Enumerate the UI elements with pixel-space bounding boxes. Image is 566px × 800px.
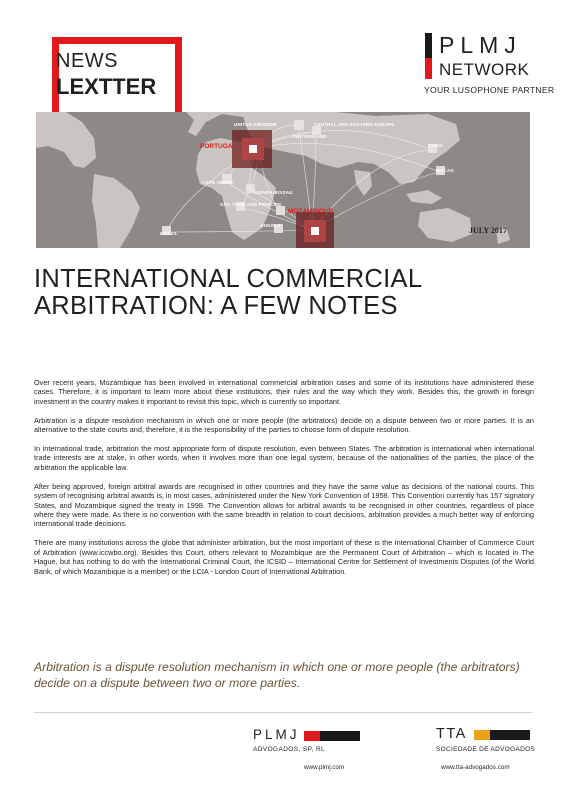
body-paragraph: There are many institutions across the globe that administer arbitration, but the most important of these is the International Chamber of Commerce Court of Arbitration (www.iccwbo.org). Besides this Court, others relevant to Mozambique are the Permanent Court of Arbitration – which is located in The Hague, but has nothing to do with the International Criminal Court, the ICSID – International Centre for Settlement of Investments Disputes (of the World Bank, of which Mozambique is a member) or the LCIA - London Court of International Arbitration. xyxy=(34,538,534,576)
brand-tagline: YOUR LUSOPHONE PARTNER xyxy=(424,85,555,95)
headline-line-1: INTERNATIONAL COMMERCIAL xyxy=(34,265,423,293)
map-label-mozambique: MOZAMBIQUE xyxy=(288,208,334,215)
world-map-graphic xyxy=(36,112,530,248)
footer-tta-logo-text: TTA xyxy=(436,726,467,742)
footer-tta-website[interactable]: www.tta-advogados.com xyxy=(441,764,510,771)
footer-plmj-subtitle: ADVOGADOS, SP, RL xyxy=(253,746,326,753)
map-label-guinea-bissau: GUINEA-BISSAU xyxy=(254,190,293,195)
footer-divider xyxy=(34,712,532,713)
world-map-banner xyxy=(36,112,530,248)
map-label-brazil: BRAZIL xyxy=(160,231,178,236)
map-label-china: CHINA xyxy=(428,143,444,148)
map-label-angola: ANGOLA xyxy=(260,223,281,228)
article-body xyxy=(34,378,534,585)
body-paragraph: In international trade, arbitration the most appropriate form of dispute resolution, even between States. The arbitration is international when international trade interests are at stake, in other words, when it involves more than one legal system, because of the nationalities of the parties, the place of the arbitration the applicable law. xyxy=(34,444,534,472)
footer-plmj-red-block xyxy=(304,731,320,741)
body-paragraph: Over recent years, Mozambique has been involved in international commercial arbitration cases and some of its institutions have administered these cases. Therefore, it is important to learn more about these institutions, their rules and the way which they work. Besides this, the growth in foreign investment in the country makes it important to revisit this topic, which is currently so important. xyxy=(34,378,534,406)
plmj-logo-text: PLMJ xyxy=(439,32,522,58)
footer-tta-gold-block xyxy=(474,730,490,740)
body-paragraph: After being approved, foreign arbitral awards are recognised in other countries and they have the same value as decisions of the national courts. This system of recognising arbitral awards is, in most cases, administered under the New York Convention of 1958. This Convention currently has 157 signatory States, and Mozambique signed the treaty in 1998. The Convention allows for arbitral awards to be recognised in other countries, regardless of place where they were made. As there is no convention with the same breadth in relation to court decisions, arbitration provides a much better way of enforcing international trade decisions. xyxy=(34,481,534,529)
footer-plmj-website[interactable]: www.plmj.com xyxy=(304,764,345,771)
newsletter-lextter-word: LEXTTER xyxy=(56,74,157,99)
footer-tta-subtitle: SOCIEDADE DE ADVOGADOS xyxy=(436,746,536,753)
map-label-central-eastern-europe: CENTRAL AND EASTERN EUROPE xyxy=(314,122,395,127)
map-label-portugal: PORTUGAL xyxy=(200,143,237,150)
map-label-sao-tome: SÃO TOMÉ AND PRÍNCIPE xyxy=(220,202,282,207)
plmj-network-text: NETWORK xyxy=(439,60,530,79)
footer-tta-black-block xyxy=(490,730,530,740)
newsletter-news-word: NEWS xyxy=(56,50,118,72)
map-label-switzerland: SWITZERLAND xyxy=(292,134,327,139)
issue-date: JULY 2017 xyxy=(469,226,507,235)
plmj-logo-red-bar xyxy=(425,58,432,79)
pull-quote: Arbitration is a dispute resolution mechanism in which one or more people (the arbitrators) decide on a dispute between two or more parties. xyxy=(34,660,520,690)
footer-plmj-logo-text: PLMJ xyxy=(253,727,300,742)
map-label-united-kingdom: UNITED KINGDOM xyxy=(234,122,277,127)
body-paragraph: Arbitration is a dispute resolution mechanism in which one or more people (the arbitrators) decide on a dispute between two or more parties. It is an alternative to the state courts and, therefore, it is the responsibility of the parties to choose form of dispute resolution. xyxy=(34,415,534,435)
map-label-macao: MACAO xyxy=(436,168,454,173)
footer-plmj-black-block xyxy=(320,731,360,741)
article-headline xyxy=(34,266,534,320)
headline-line-2: ARBITRATION: A FEW NOTES xyxy=(34,292,398,320)
map-label-cape-verde: CAPE VERDE xyxy=(202,180,234,185)
